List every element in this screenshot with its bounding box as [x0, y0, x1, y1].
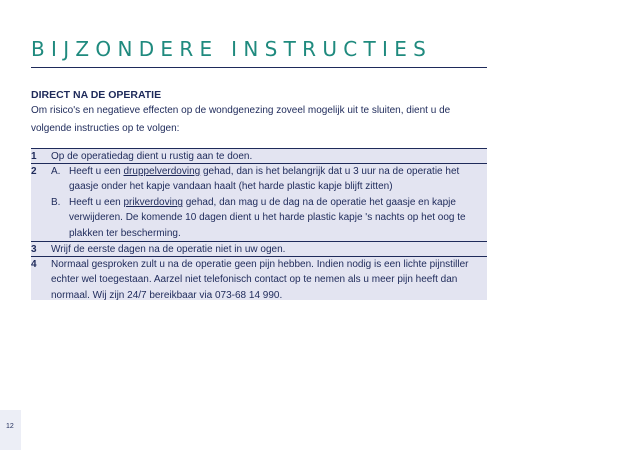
intro-paragraph: Om risico's en negatieve effecten op de wondgenezing zoveel mogelijk uit te sluiten, dient u de volgende instructies op te volgen: [31, 105, 451, 134]
page-number: 12 [6, 423, 14, 430]
instruction-text: Wrijf de eerste dagen na de operatie niet in uw ogen. [51, 244, 286, 255]
instruction-row-2 [31, 164, 487, 242]
sub-item-letter: B. [51, 197, 61, 208]
title-divider [31, 67, 487, 68]
instructions-list [31, 148, 487, 300]
instruction-text: Normaal gesproken zult u na de operatie geen pijn hebben. Indien nodig is een lichte pijnstiller echter wel toegestaan. Aarzel niet telefonisch contact op te nemen als u meer pijn heeft dan normaal. Wij zijn 24/7 bereikbaar via 073-68 14 990. [51, 259, 469, 301]
section-heading: DIRECT NA DE OPERATIE [31, 89, 162, 101]
instruction-number: 1 [31, 151, 37, 162]
term-druppelverdoving: druppelverdoving [123, 166, 201, 177]
page-title: BIJZONDERE INSTRUCTIES [31, 37, 433, 61]
page-tab [0, 410, 21, 450]
instruction-row-1 [31, 149, 487, 164]
instruction-number: 3 [31, 244, 37, 255]
instruction-number: 2 [31, 166, 37, 177]
instruction-row-3 [31, 242, 487, 257]
sub-item-letter: A. [51, 166, 61, 177]
sub-item-text: Heeft u een prikverdoving gehad, dan mag u de dag na de operatie het gaasje en kapje verwijderen. De komende 10 dagen dient u het harde plastic kapje 's nachts op het oog te plakken ter bescherming. [69, 197, 466, 239]
term-prikverdoving: prikverdoving [123, 197, 183, 208]
instruction-row-4 [31, 257, 487, 300]
sub-item-text: Heeft u een druppelverdoving gehad, dan is het belangrijk dat u 3 uur na de operatie het gaasje onder het kapje vandaan haalt (het harde plastic kapje blijft zitten) [69, 166, 460, 193]
instruction-text: Op de operatiedag dient u rustig aan te doen. [51, 151, 253, 162]
instruction-number: 4 [31, 259, 37, 270]
